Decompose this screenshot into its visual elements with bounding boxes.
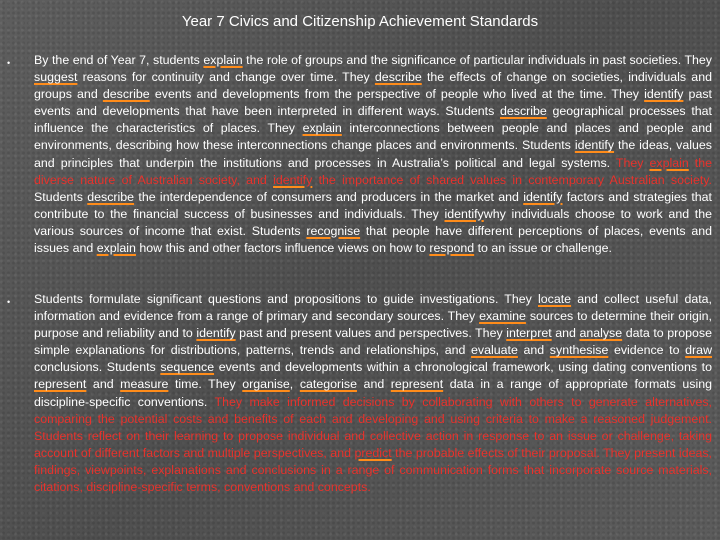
text: , (289, 377, 300, 392)
text: Students formulate significant questions and propositions to guide investigations. They (34, 292, 538, 306)
text: the ideas, values and principles that underpin the institutions and processes in Australia’s political and legal systems. (34, 138, 712, 170)
keyword: explain (649, 155, 689, 170)
text: and (86, 377, 121, 392)
text: to an issue or challenge. (474, 241, 612, 256)
text: sources to determine their origin, purpose and reliability and to (34, 309, 712, 341)
bullet-marker: • (7, 58, 11, 68)
text: events and developments within a chronological framework, using dating conventions to (214, 360, 712, 375)
keyword: recognise (306, 223, 361, 238)
keyword: organise (242, 377, 290, 392)
text: geographical processes that influence the characteristics of places. They (34, 104, 712, 136)
keyword: draw (685, 343, 713, 358)
text: data to propose simple explanations for distributions, patterns, trends and relationships, and (34, 326, 713, 358)
keyword: identify (574, 138, 615, 153)
text: the interdependence of consumers and producers in the market and (134, 189, 524, 204)
keyword: synthesise (549, 343, 609, 358)
keyword: describe (87, 189, 135, 204)
highlighted-text: the diverse nature of Australian society, and (34, 155, 713, 187)
highlighted-text: They (615, 155, 650, 170)
text: the effects of change on societies, individuals and groups and (34, 70, 712, 102)
keyword: respond (429, 241, 475, 256)
keyword: analyse (579, 326, 623, 341)
keyword: locate (537, 292, 572, 306)
achievement-paragraph-2 (34, 291, 712, 496)
text: evidence to (608, 343, 686, 358)
text: conclusions. Students (34, 360, 161, 375)
text: interconnections between people and places and people and environments, describing how these interconnections change places and environments. Students (34, 121, 713, 153)
keyword: identify (444, 206, 484, 221)
keyword: explain (302, 121, 342, 136)
keyword: represent (390, 377, 444, 392)
text: past and present values and perspectives. They (235, 326, 507, 341)
page-title: Year 7 Civics and Citizenship Achievement Standards (181, 13, 539, 30)
text: factors and strategies that contribute to the financial success of businesses and individuals. They (34, 189, 712, 221)
keyword: categorise (299, 377, 357, 392)
highlighted-text: the probable effects of their proposal. They present ideas, findings, viewpoints, explanations and conclusions in a range of communication forms that incorporate source materials, citations, discipline-specific terms, conventions and concepts. (34, 445, 713, 495)
text: events and developments from the perspective of people who lived at the time. They (149, 87, 645, 102)
keyword: measure (120, 377, 169, 392)
text: By the end of Year 7, students (34, 53, 204, 67)
keyword: describe (499, 104, 547, 119)
text: and (517, 343, 550, 358)
highlighted-text: They make informed decisions by collaborating with others to generate alternatives, comparing the potential costs and benefits of each and developing and using criteria to make a reasoned judgement. Students reflect on their learning to propose individual and collective action in response to an issue or challenge, taking account of different factors and multiple perspectives, and (34, 394, 712, 460)
text: that people have different perceptions of places, events and issues and (34, 223, 713, 256)
text: how this and other factors influence views on how to (135, 241, 430, 256)
keyword: identify (523, 189, 563, 204)
keyword: explain (203, 53, 243, 67)
text: and (551, 326, 580, 341)
bullet-marker: • (7, 297, 11, 307)
keyword: examine (479, 309, 526, 324)
keyword: interpret (506, 326, 552, 341)
keyword: explain (96, 241, 136, 256)
text: past events and developments that have been interpreted in different ways. Students (34, 87, 712, 119)
highlighted-text: the importance of shared values in contemporary Australian society. (312, 172, 712, 187)
keyword: identify (644, 87, 684, 102)
keyword: evaluate (471, 343, 518, 358)
keyword: predict (354, 445, 392, 460)
text: why individuals choose to work and the various sources of income that exist. Students (34, 206, 712, 238)
keyword: describe (102, 87, 150, 102)
achievement-paragraph-1 (34, 52, 712, 257)
keyword: identify (273, 172, 313, 187)
keyword: represent (34, 377, 87, 392)
text: and collect useful data, information and evidence from a range of primary and secondary sources. They (34, 292, 712, 324)
keyword: suggest (34, 70, 78, 85)
keyword: sequence (160, 360, 215, 375)
keyword: identify (196, 326, 236, 341)
text: time. They (168, 377, 243, 392)
text: Students (34, 189, 88, 204)
text: reasons for continuity and change over time. They (77, 70, 375, 85)
text: data in a range of appropriate formats using discipline-specific conventions. (34, 377, 712, 409)
text: and (356, 377, 391, 392)
text: the role of groups and the significance of particular individuals in past societies. They (242, 53, 712, 67)
keyword: describe (374, 70, 422, 85)
